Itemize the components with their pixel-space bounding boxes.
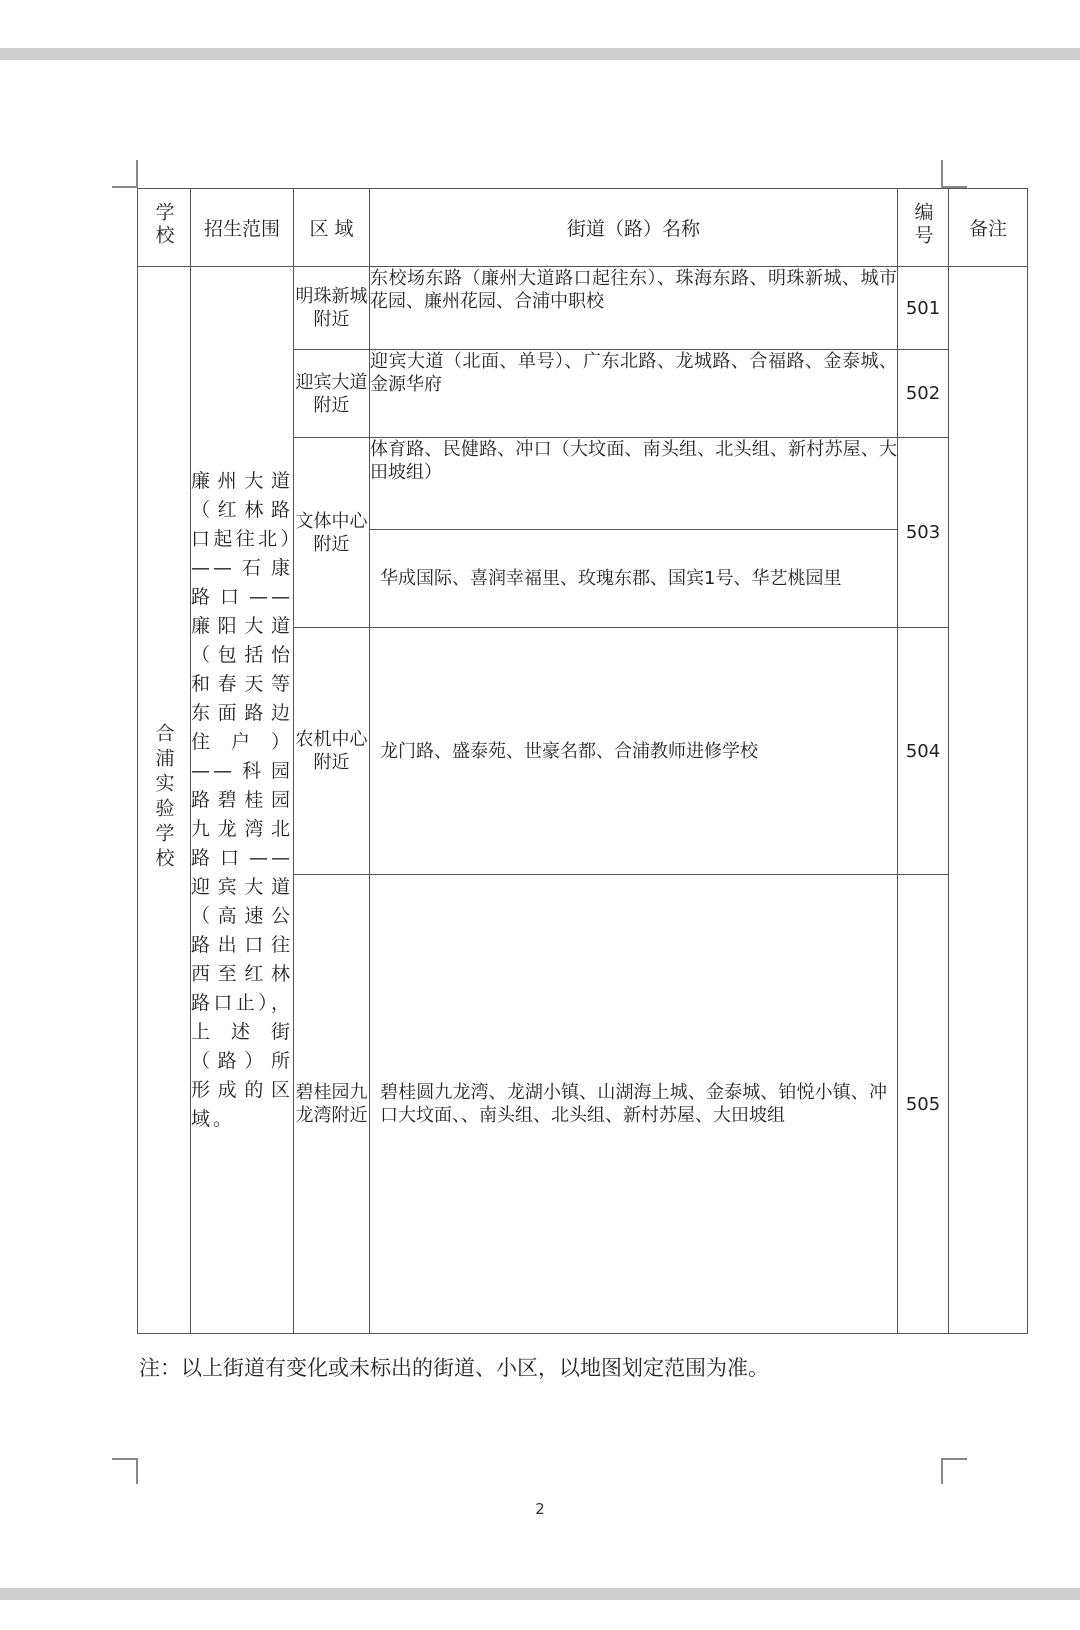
- crop-mark-top-left-h: [112, 186, 138, 188]
- number-cell: 502: [898, 350, 949, 438]
- area-cell: 明珠新城附近: [294, 267, 370, 350]
- enrollment-table: [137, 188, 1028, 1334]
- table-row: [138, 267, 1028, 350]
- footnote: 注：以上街道有变化或未标出的街道、小区，以地图划定范围为准。: [139, 1356, 769, 1380]
- area-cell: 碧桂园九龙湾附近: [294, 875, 370, 1334]
- number-cell: 501: [898, 267, 949, 350]
- header-area: 区 域: [294, 189, 370, 267]
- crop-mark-bottom-right-h: [941, 1458, 967, 1460]
- page-number: 2: [535, 1500, 545, 1518]
- streets-cell: 东校场东路（廉州大道路口起往东）、珠海东路、明珠新城、城市花园、廉州花园、合浦中职校: [370, 267, 898, 350]
- streets-cell: 碧桂圆九龙湾、龙湖小镇、山湖海上城、金泰城、铂悦小镇、冲口大坟面、、南头组、北头组、新村苏屋、大田坡组: [370, 875, 898, 1334]
- header-remarks: 备注: [949, 189, 1028, 267]
- crop-mark-bottom-left-h: [112, 1458, 138, 1460]
- number-cell: 503: [898, 438, 949, 628]
- enrollment-range-cell: 廉州大道（红林路口起往北）——石康路口——廉阳大道（包括怡和春天等东面路边住户）——科园路碧桂园九龙湾北路口——迎宾大道（高速公路出口往西至红林路口止），上述街（路）所形成的区域。: [191, 267, 294, 1334]
- area-cell: 农机中心附近: [294, 628, 370, 875]
- header-number: 编号: [898, 189, 949, 267]
- streets-cell: 迎宾大道（北面、单号）、广东北路、龙城路、合福路、金泰城、金源华府: [370, 350, 898, 438]
- number-cell: 505: [898, 875, 949, 1334]
- header-school: 学校: [138, 189, 191, 267]
- crop-mark-bottom-right: [941, 1458, 943, 1484]
- header-row: [138, 189, 1028, 267]
- remarks-cell: [949, 267, 1028, 1334]
- bottom-scroll-bar: [0, 1588, 1080, 1600]
- area-cell: 文体中心附近: [294, 438, 370, 628]
- crop-mark-bottom-left: [136, 1458, 138, 1484]
- streets-cell: 华成国际、喜润幸福里、玫瑰东郡、国宾1号、华艺桃园里: [370, 530, 898, 628]
- crop-mark-top-left: [136, 160, 138, 186]
- header-streets: 街道（路）名称: [370, 189, 898, 267]
- streets-cell: 龙门路、盛泰苑、世豪名都、合浦教师进修学校: [370, 628, 898, 875]
- number-cell: 504: [898, 628, 949, 875]
- area-cell: 迎宾大道附近: [294, 350, 370, 438]
- header-range: 招生范围: [191, 189, 294, 267]
- school-cell: 合浦实验学校: [138, 267, 191, 1334]
- crop-mark-top-right: [941, 160, 943, 186]
- streets-cell: 体育路、民健路、冲口（大坟面、南头组、北头组、新村苏屋、大田坡组）: [370, 438, 898, 530]
- top-scroll-bar: [0, 48, 1080, 60]
